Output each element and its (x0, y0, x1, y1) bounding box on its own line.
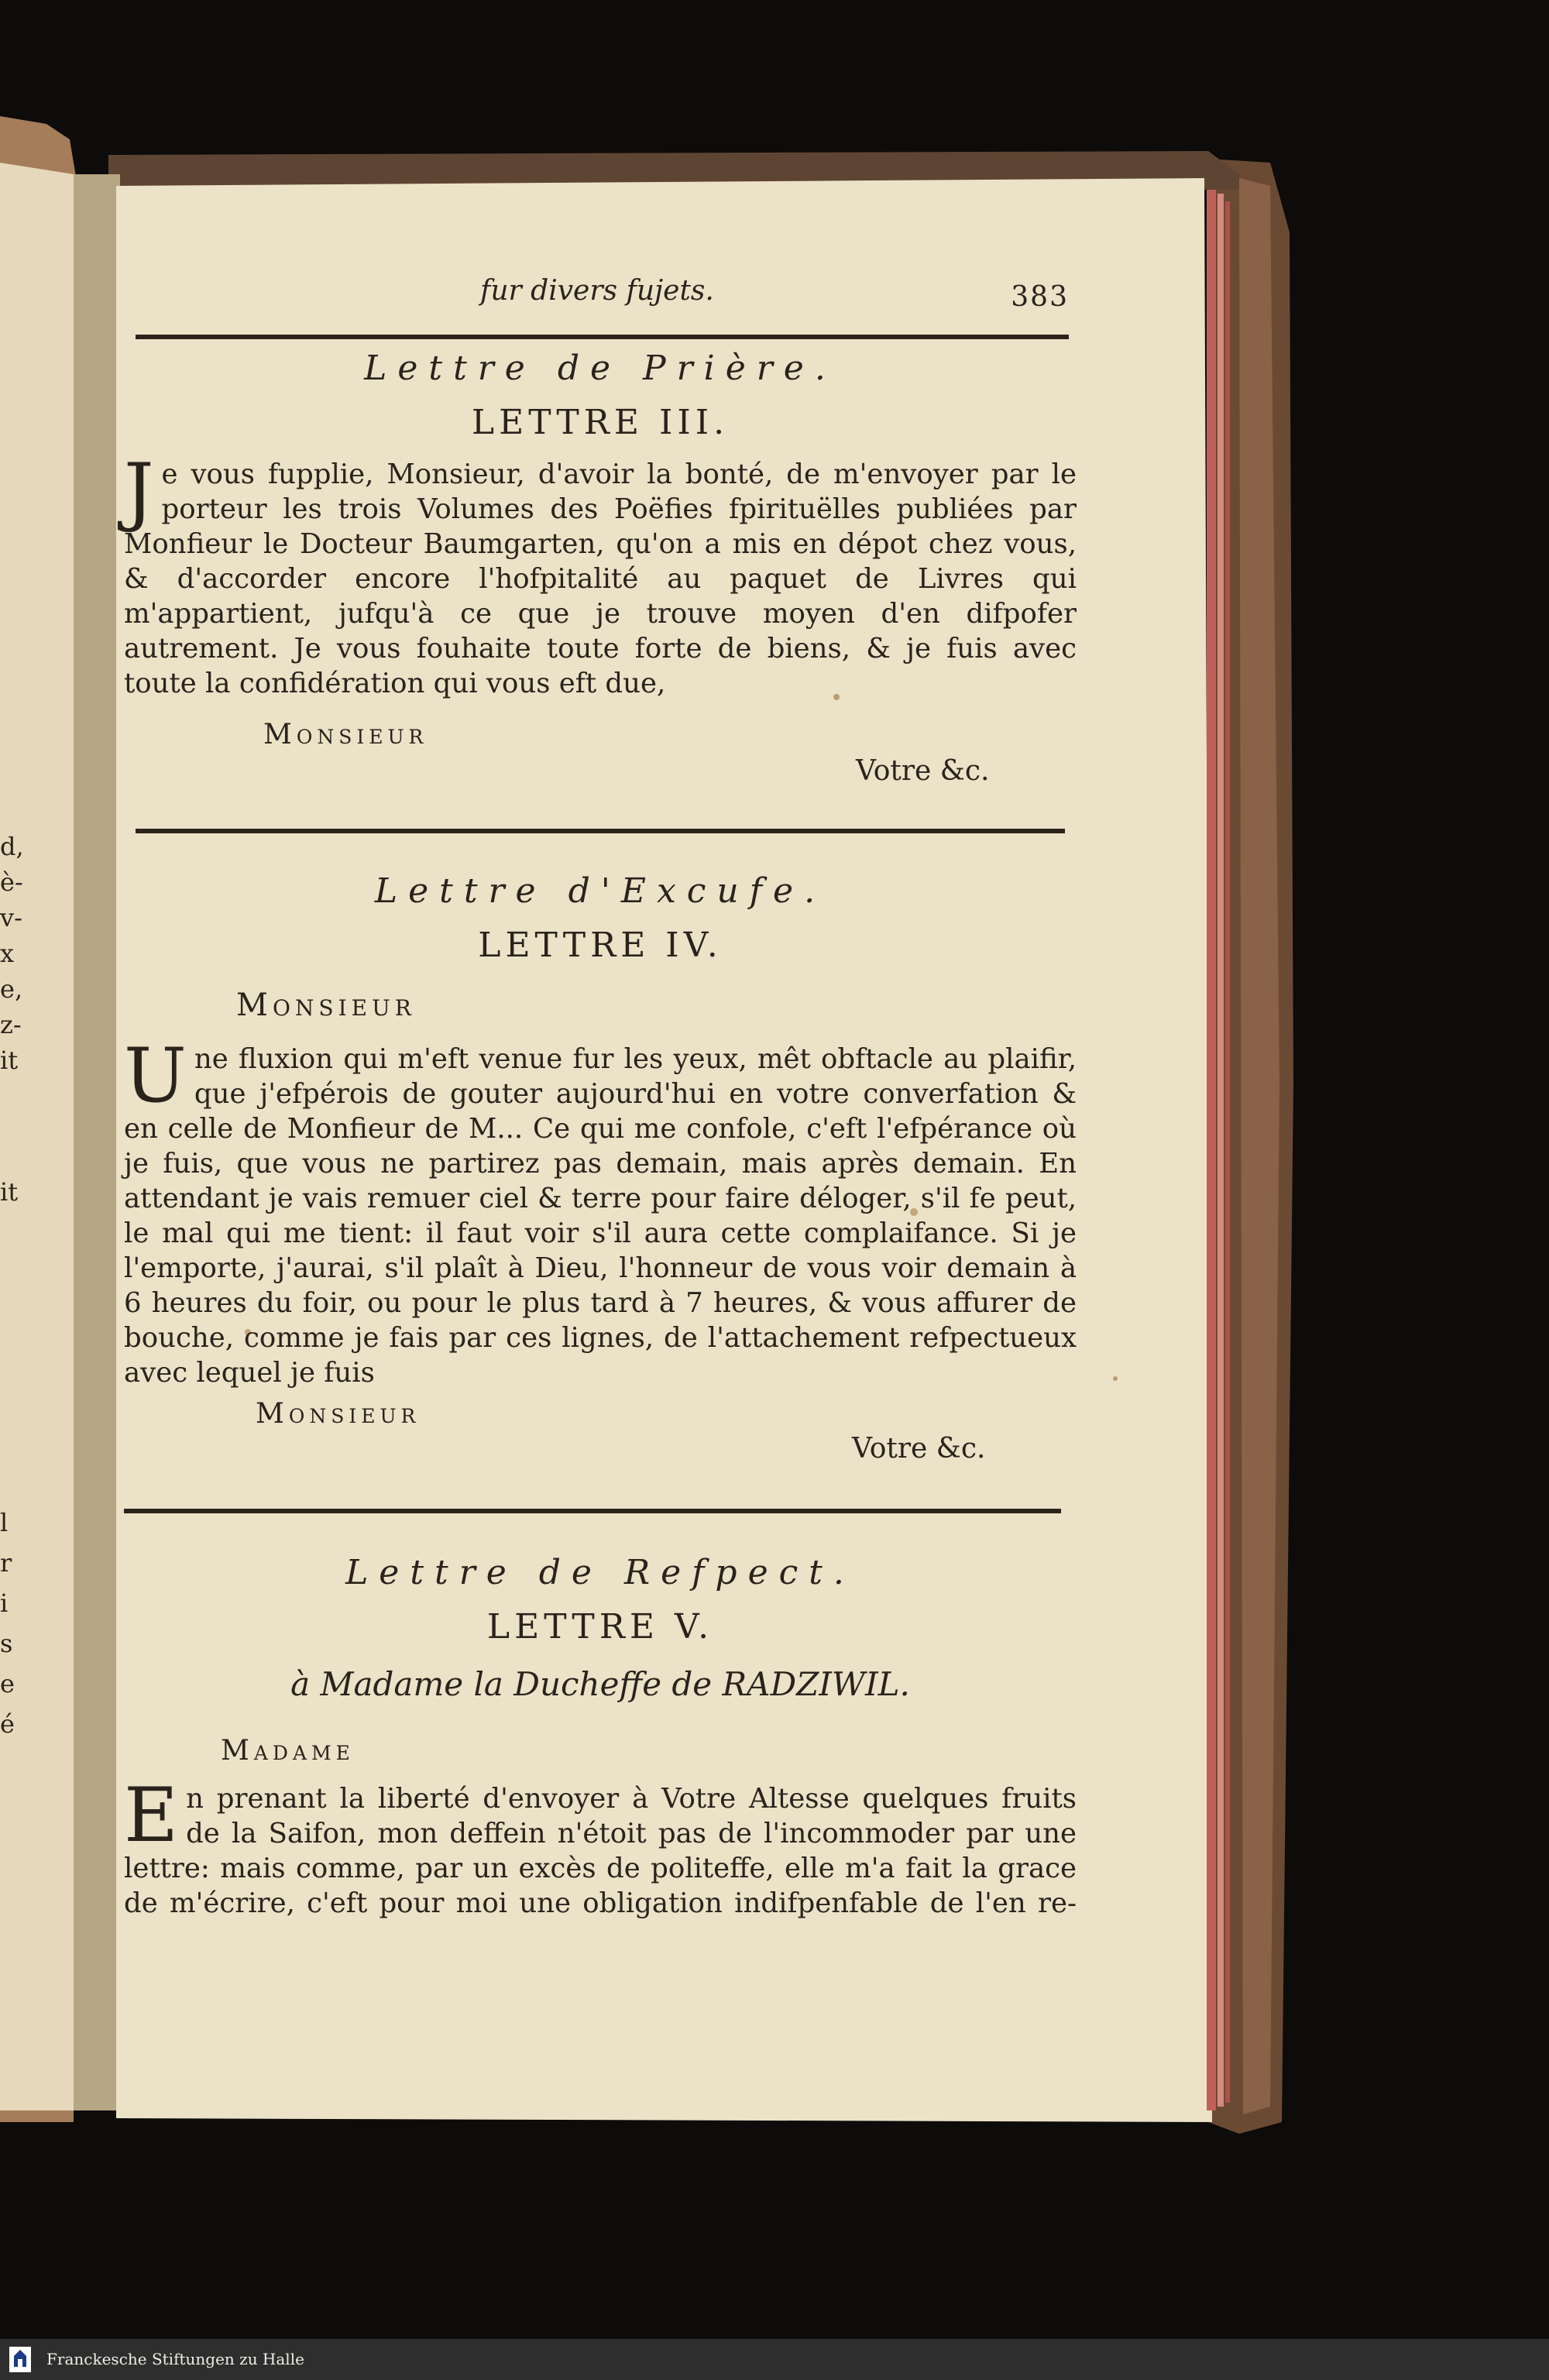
left-fragment: i (0, 1588, 9, 1618)
left-fragment: it (0, 1177, 19, 1207)
left-page-fragments-bottom (0, 1503, 23, 1744)
left-fragment: l (0, 1508, 9, 1537)
letter-4-title: Lettre d'Excufe. (374, 871, 826, 911)
left-fragment: é (0, 1709, 15, 1739)
letter-3-number: LETTRE III. (471, 403, 730, 442)
letter-5-addressee: à Madame la Ducheffe de RADZIWIL. (290, 1665, 910, 1703)
letter-3-closing: Votre &c. (856, 755, 990, 787)
letter-5-title: Lettre de Refpect. (345, 1553, 855, 1592)
left-fragment: s (0, 1629, 13, 1658)
letter-5-salutation: Madame (221, 1735, 355, 1767)
left-fragment: è- (0, 867, 23, 897)
page-number: 383 (1011, 281, 1069, 313)
section-rule-2 (124, 1509, 1061, 1513)
letter-4-number: LETTRE IV. (478, 926, 723, 965)
left-fragment: r (0, 1548, 12, 1578)
letter-5-body: En prenant la liberté d'envoyer à Votre Altesse quelques fruits de la Saifon, mon deffein n'étoit pas de l'incommoder par une lettre: mais comme, par un excès de politeffe, elle m'a fait la grace de m'écrire, c'eft pour moi une obligation indifpenfable de l'en re- (124, 1772, 1077, 1919)
letter-3-salutation: Monsieur (263, 719, 428, 750)
left-fragment: e (0, 1669, 15, 1698)
letter-4-body: Une fluxion qui m'eft venue fur les yeux, mêt obftacle au plaifir, que j'efpérois de gouter aujourd'hui en votre converfation & en celle de Monfieur de M... Ce qui me confole, c'eft l'efpérance où je fuis, que vous ne partirez pas demain, mais après demain. En attendant je vais remuer ciel & terre pour faire déloger, s'il fe peut, le mal qui me tient: il faut voir s'il aura cette complaifance. Si je l'emporte, j'aurai, s'il plaît à Dieu, l'honneur de vous voir demain à 6 heures du foir, ou pour le plus tard à 7 heures, & vous affurer de bouche, comme je fais par ces lignes, de l'attachement refpectueux avec lequel je fuis (124, 1032, 1077, 1389)
left-fragment: d, (0, 832, 24, 861)
header-rule (136, 335, 1069, 339)
running-header (434, 275, 1069, 321)
left-fragment: it (0, 1046, 19, 1075)
left-fragment: x (0, 939, 15, 968)
left-fragment: z- (0, 1010, 22, 1039)
letter-3-body: Je vous fupplie, Monsieur, d'avoir la bonté, de m'envoyer par le porteur les trois Volumes des Poëfies fpirituëlles publiées par Monfieur le Docteur Baumgarten, qu'on a mis en dépot chez vous, & d'accorder encore l'hofpitalité au paquet de Livres qui m'appartient, jufqu'à ce que je trouve moyen d'en difpofer autrement. Je vous fouhaite toute forte de biens, & je fuis avec toute la confidération qui vous eft due, (124, 448, 1077, 699)
section-rule-1 (136, 829, 1065, 833)
footer-bar (0, 2339, 1549, 2380)
left-fragment: e, (0, 974, 23, 1004)
letter-4-salutation: Monsieur (236, 987, 416, 1023)
footer-institution: Franckesche Stiftungen zu Halle (46, 2350, 304, 2368)
letter-4-closing-salutation: Monsieur (256, 1398, 421, 1430)
letter-4-closing: Votre &c. (852, 1433, 986, 1465)
letter-5-number: LETTRE V. (486, 1607, 714, 1647)
left-page-fragments-lower (0, 1177, 23, 1207)
running-title: fur divers fujets. (480, 275, 714, 307)
left-fragment: v- (0, 903, 22, 932)
institution-logo-icon (9, 2347, 31, 2372)
left-page-fragments (0, 829, 23, 1078)
letter-3-title: Lettre de Prière. (364, 349, 836, 388)
